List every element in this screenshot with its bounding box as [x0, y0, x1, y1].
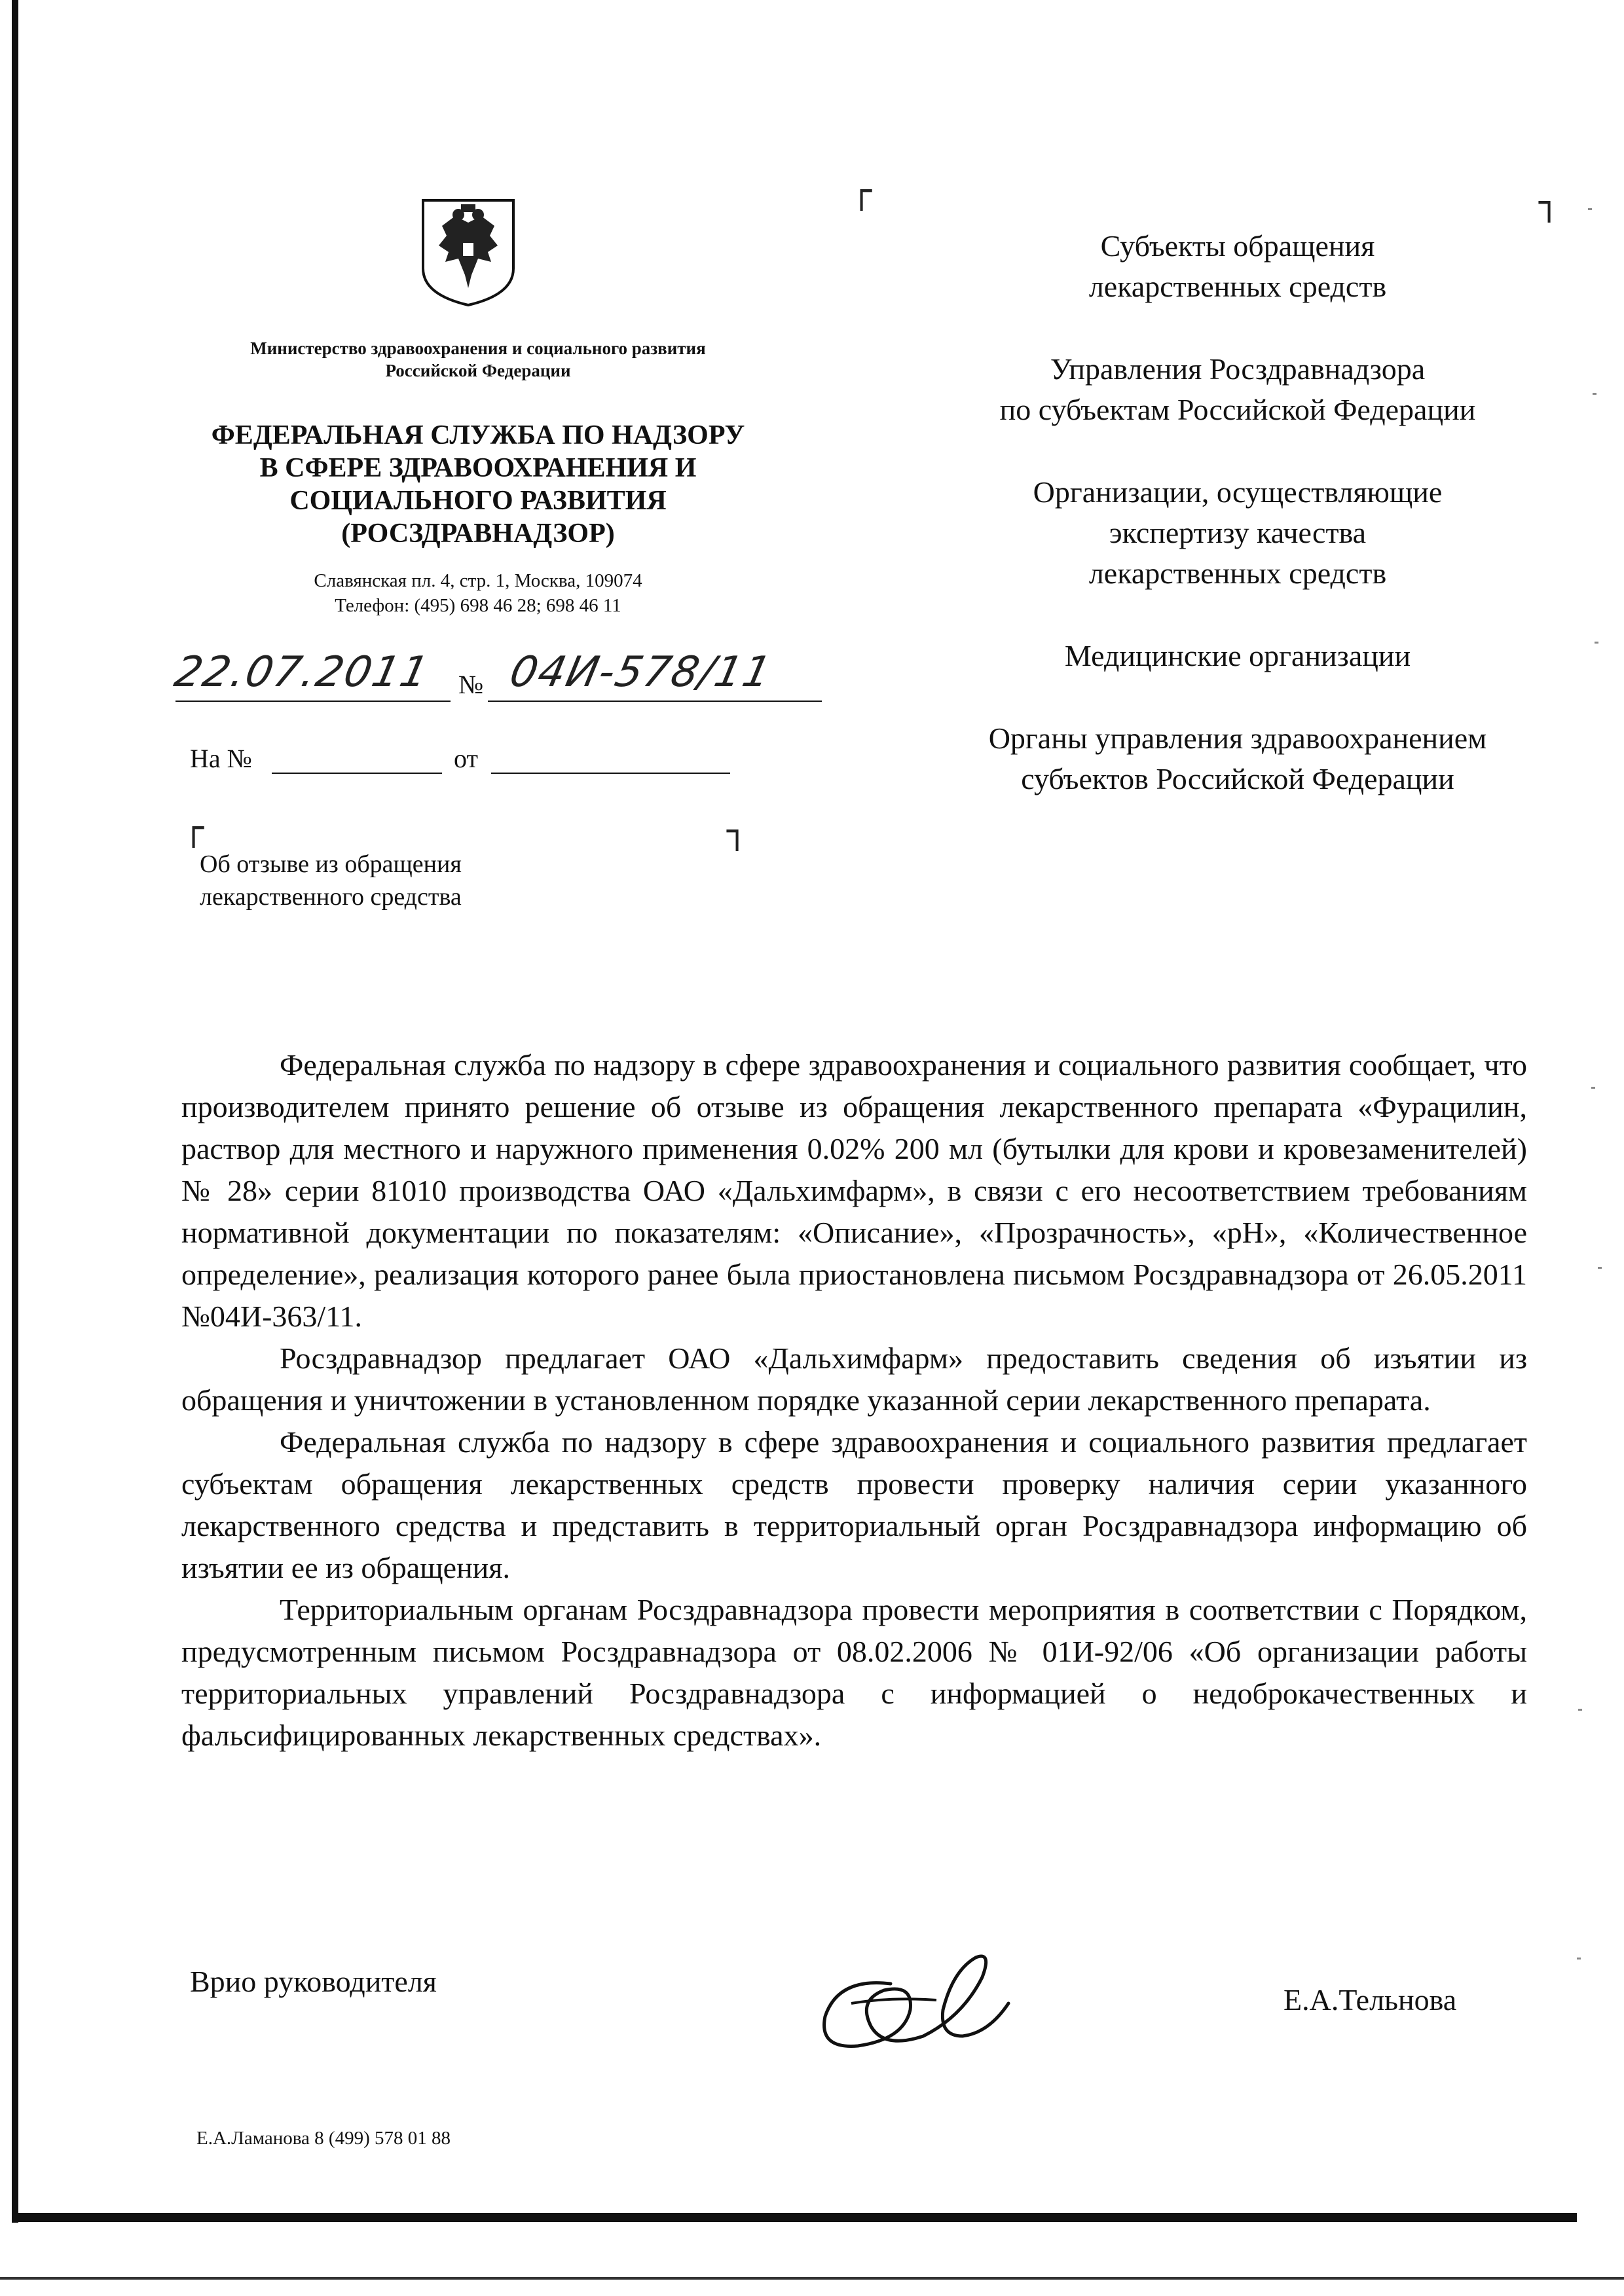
- scan-speck: [1577, 1958, 1581, 1959]
- scan-speck: [1588, 208, 1592, 210]
- agency-line: ФЕДЕРАЛЬНАЯ СЛУЖБА ПО НАДЗОРУ: [211, 420, 745, 450]
- scan-speck: [1591, 1087, 1595, 1089]
- date-underline: [175, 701, 451, 702]
- from-label: от: [454, 744, 478, 773]
- ministry-name: Министерство здравоохранения и социального развития Российской Федерации: [250, 338, 706, 380]
- agency-name: [167, 419, 789, 550]
- agency-line: (РОСЗДРАВНАДЗОР): [341, 519, 615, 549]
- letter-subject: [200, 848, 606, 913]
- scan-border-left: [12, 0, 18, 2223]
- number-sign: №: [458, 670, 484, 699]
- handwritten-signature-icon: [812, 1938, 1022, 2062]
- scan-speck: [1578, 1709, 1582, 1711]
- agency-line: В СФЕРЕ ЗДРАВООХРАНЕНИЯ И: [259, 453, 697, 483]
- signatory-title: Врио руководителя: [190, 1965, 437, 1998]
- bracket-top-right-icon: ┐: [727, 812, 748, 851]
- agency-address: [216, 568, 740, 618]
- registration-number: 04И-578/11: [506, 648, 777, 697]
- scan-border-bottom: [12, 2213, 1577, 2222]
- recipient-item: Органы управления здравоохранением субъектов Российской Федерации: [988, 721, 1487, 795]
- bracket-top-right-icon: ┐: [1539, 183, 1560, 223]
- agency-line: СОЦИАЛЬНОГО РАЗВИТИЯ: [289, 486, 667, 516]
- body-paragraph: Росздравнадзор предлагает ОАО «Дальхимфарм» предоставить сведения об изъятии из обращения и уничтожении в установленном порядке указанной серии лекарственного препарата.: [181, 1341, 1527, 1417]
- address-line: Славянская пл. 4, стр. 1, Москва, 109074: [314, 570, 642, 591]
- bracket-top-left-icon: ┌: [183, 809, 204, 848]
- coat-of-arms-icon: [419, 196, 517, 308]
- body-paragraph: Федеральная служба по надзору в сфере здравоохранения и социального развития сообщает, что производителем принято решение об отзыве из обращения лекарственного препарата «Фурацилин, раствор для местного и наружного применения 0.02% 200 мл (бутылки для крови и кровезаменителей) № 28» серии 81010 производства ОАО «Дальхимфарм», в связи с его несоответствием требованиям нормативной документации по показателям: «Описание», «Прозрачность», «pH», «Количественное определение», реализация которого ранее была приостановлена письмом Росздравнадзора от 26.05.2011 №04И-363/11.: [181, 1048, 1527, 1333]
- scan-speck: [1598, 1267, 1602, 1269]
- scan-border-bottom-thin: [0, 2277, 1624, 2280]
- number-underline: [488, 701, 822, 702]
- reply-to-underline: [272, 773, 442, 774]
- bracket-top-left-icon: ┌: [851, 172, 872, 211]
- registration-date: 22.07.2011: [170, 648, 434, 697]
- recipient-item: Управления Росздравнадзора по субъектам Российской Федерации: [999, 352, 1476, 426]
- recipient-item: Организации, осуществляющие экспертизу качества лекарственных средств: [1033, 475, 1443, 590]
- scan-speck: [1593, 393, 1596, 395]
- recipient-item: Субъекты обращения лекарственных средств: [1088, 229, 1387, 303]
- signatory-name: Е.А.Тельнова: [1283, 1983, 1457, 2016]
- subject-line: лекарственного средства: [200, 883, 462, 911]
- reply-to-label: На №: [190, 744, 252, 773]
- recipient-item: Медицинские организации: [1064, 639, 1411, 672]
- subject-line: Об отзыве из обращения: [200, 850, 462, 878]
- letter-body: [181, 1044, 1527, 1757]
- contact-person: Е.А.Ламанова 8 (499) 578 01 88: [196, 2128, 451, 2149]
- from-underline: [491, 773, 730, 774]
- body-paragraph: Территориальным органам Росздравнадзора провести мероприятия в соответствии с Порядком, предусмотренным письмом Росздравнадзора от 08.02.2006 № 01И-92/06 «Об организации работы территориальных управлений Росздравнадзора с информацией о недоброкачественных и фальсифицированных лекарственных средствах».: [181, 1593, 1527, 1752]
- scan-speck: [1595, 642, 1598, 644]
- recipients-list: [891, 226, 1585, 841]
- address-line: Телефон: (495) 698 46 28; 698 46 11: [335, 595, 621, 616]
- body-paragraph: Федеральная служба по надзору в сфере здравоохранения и социального развития предлагает субъектам обращения лекарственных средств провести проверку наличия серии указанного лекарственного средства и представить в территориальный орган Росздравнадзора информацию об изъятии ее из обращения.: [181, 1425, 1527, 1584]
